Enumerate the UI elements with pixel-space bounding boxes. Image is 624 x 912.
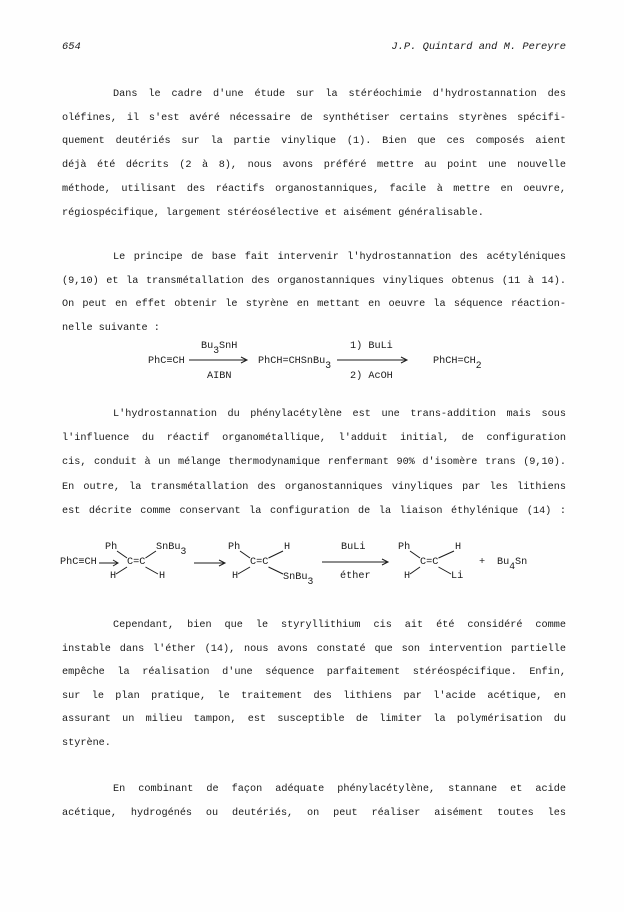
substituent-label: H: [110, 571, 117, 582]
scheme2-reactant: PhC≡CH: [60, 557, 97, 568]
bond-line: [146, 567, 159, 574]
paragraph-3: [62, 403, 566, 524]
bond-line: [410, 567, 420, 574]
substituent-label: Li: [451, 571, 464, 582]
text-line: On peut en effet obtenir le styrène en mettant en oeuvre la séquence réaction-: [62, 299, 566, 311]
scheme2-arrow-3: [322, 559, 388, 565]
scheme1-arrow-1: [189, 357, 247, 363]
bond-line: [116, 567, 127, 574]
substituent-label: Ph: [105, 542, 118, 553]
text-line: assurant un milieu tampon, est susceptible de limiter la polymérisation du: [62, 714, 566, 725]
text-line: oléfines, il s'est avéré nécessaire de synthétiser certains styrènes spécifi-: [62, 112, 566, 124]
scheme1-product: $PhCH=CH_2$: [433, 356, 482, 371]
subscript: 3: [213, 345, 220, 356]
substituent-label: Ph: [398, 542, 411, 553]
text-line: régiospécifique, largement stéréosélective et aisément généralisable.: [62, 207, 484, 219]
subscript: 3: [325, 360, 332, 371]
bond-line: [439, 567, 452, 574]
substituent-label: H: [404, 571, 411, 582]
bond-line: [410, 551, 420, 558]
plus-sign: +: [479, 557, 486, 568]
scheme1-step2-condition: 2) AcOH: [350, 371, 393, 382]
scheme1-step1-condition: AIBN: [207, 371, 232, 382]
scheme1-step1-reagent: $Bu_3SnH$: [201, 341, 238, 356]
subscript: 4: [509, 561, 516, 572]
text-line: En combinant de façon adéquate phénylacétylène, stannane et acide: [113, 784, 566, 795]
paragraph-4: [62, 614, 566, 755]
bond-line: [439, 551, 455, 558]
substituent-label: H: [455, 542, 462, 553]
scheme2-solvent: éther: [340, 571, 371, 582]
scheme2-byproduct: $Bu_4Sn$: [497, 557, 528, 572]
text-line: instable dans l'éther (14), nous avons constaté que son intervention partielle: [62, 643, 566, 655]
text-line: nelle suivante :: [62, 323, 160, 335]
substituent-label: SnBu$_3$: [283, 572, 314, 587]
text-line: Dans le cadre d'une étude sur la stéréochimie d'hydrostannation des: [113, 89, 566, 100]
bond-line: [238, 567, 250, 574]
paragraph-2: [62, 246, 566, 341]
scheme2-arrow-1: [99, 560, 118, 566]
substituent-label: H: [232, 571, 239, 582]
text-line: Cependant, bien que le styryllithium cis ait été considéré comme: [113, 620, 566, 631]
text-line: En outre, la transmétallation des organostanniques vinyliques par les lithiens: [62, 481, 566, 493]
text-line: est décrite comme conservant la configuration de la liaison éthylénique (14) :: [62, 505, 566, 517]
bond-line: [269, 567, 284, 574]
substituent-label: H: [159, 571, 166, 582]
substituent-label: SnBu$_3$: [156, 542, 187, 557]
subscript: 3: [180, 546, 187, 557]
text-line: Le principe de base fait intervenir l'hydrostannation des acétyléniques: [113, 252, 566, 263]
scheme1-step2-reagent: 1) BuLi: [350, 341, 393, 352]
paragraph-1: [62, 83, 566, 225]
text-line: cis, conduit à un mélange thermodynamique renfermant 90% d'isomère trans (9,10).: [62, 457, 566, 469]
subscript: 2: [475, 360, 482, 371]
double-bond-label: C=C: [420, 557, 439, 568]
text-line: sur le plan pratique, le traitement des lithiens par l'acide acétique, en: [62, 690, 566, 702]
text-line: (9,10) et la transmétallation des organostanniques vinyliques obtenus (11 à 14).: [62, 275, 566, 287]
text-line: l'influence du réactif organométallique, l'adduit initial, de configuration: [62, 433, 566, 445]
bond-line: [240, 551, 250, 558]
text-line: méthode, utilisant des réactifs organostanniques, facile à mettre en oeuvre,: [62, 183, 566, 195]
subscript: 3: [307, 576, 314, 587]
scheme2-arrow-2: [194, 560, 225, 566]
scheme1-arrow-2: [337, 357, 407, 363]
scheme1-reactant: PhC≡CH: [148, 356, 185, 367]
running-head-authors: J.P. Quintard and M. Pereyre: [391, 41, 566, 53]
text-line: déjà été décrits (2 à 8), nous avons préféré mettre au point une nouvelle: [62, 160, 566, 172]
substituent-label: Ph: [228, 542, 241, 553]
text-line: L'hydrostannation du phénylacétylène est une trans-addition mais sous: [113, 409, 566, 420]
bond-line: [269, 551, 284, 558]
scheme2-reagent: BuLi: [341, 542, 366, 553]
double-bond-label: C=C: [127, 557, 146, 568]
bond-line: [117, 551, 127, 558]
page-number: 654: [62, 41, 81, 53]
paragraph-5: [62, 778, 566, 825]
text-line: quement deutériés sur la partie vinylique (1). Bien que ces composés aient: [62, 136, 566, 148]
substituent-label: H: [284, 542, 291, 553]
double-bond-label: C=C: [250, 557, 269, 568]
text-line: acétique, hydrogénés ou deutériés, on peut réaliser aisément toutes les: [62, 807, 566, 819]
bond-line: [146, 551, 157, 558]
text-line: empêche la réalisation d'une séquence parfaitement stéréospécifique. Enfin,: [62, 667, 566, 678]
text-line: styrène.: [62, 737, 111, 749]
scheme1-intermediate: PhCH=CHSnBu$_3$: [258, 356, 332, 371]
